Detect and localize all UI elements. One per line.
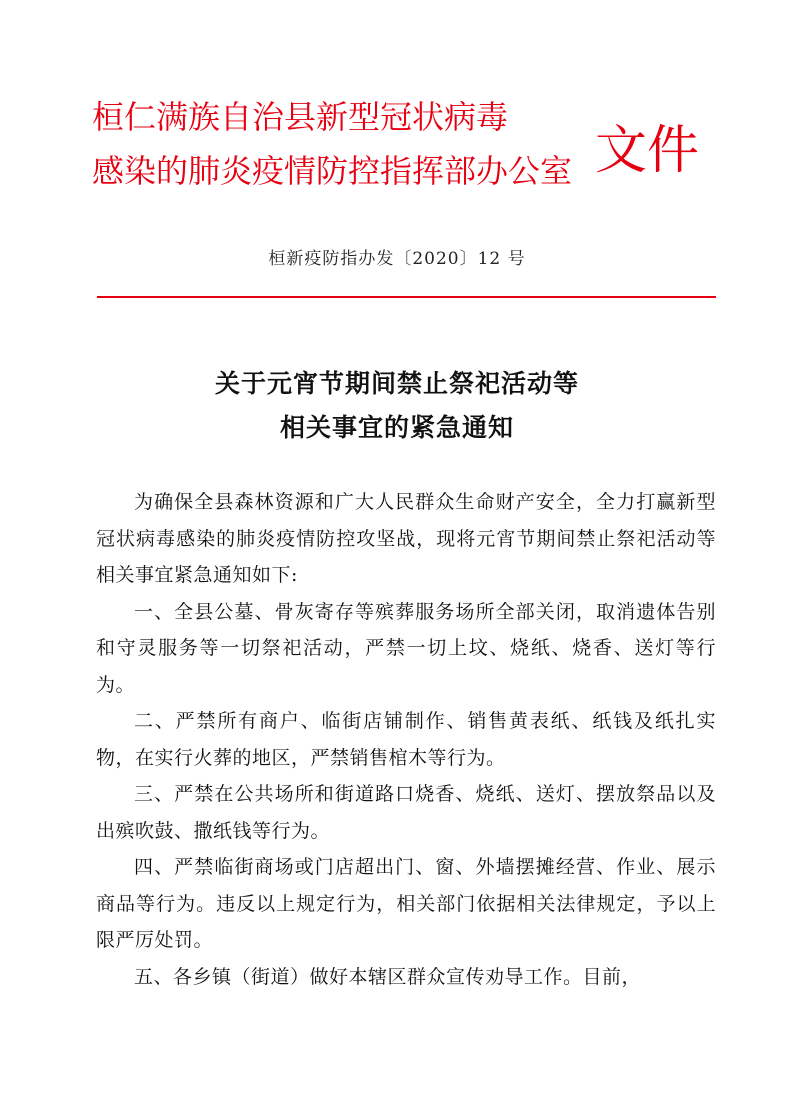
item-5-paragraph: 五、各乡镇（街道）做好本辖区群众宣传劝导工作。目前， bbox=[134, 965, 642, 988]
issuing-organization-line-1: 桓仁满族自治县新型冠状病毒 bbox=[92, 98, 509, 136]
document-number: 桓新疫防指办发〔2020〕12 号 bbox=[268, 249, 526, 269]
intro-paragraph: 为确保全县森林资源和广大人民群众生命财产安全，全力打赢新型冠状病毒感染的肺炎疫情防控攻坚战，现将元宵节期间禁止祭祀活动等相关事宜紧急通知如下: bbox=[96, 491, 716, 586]
red-separator-line bbox=[97, 296, 716, 298]
document-word: 文件 bbox=[595, 121, 700, 181]
item-3-paragraph: 三、严禁在公共场所和街道路口烧香、烧纸、送灯、摆放祭品以及出殡吹鼓、撒纸钱等行为。 bbox=[96, 783, 716, 842]
item-1-paragraph: 一、全县公墓、骨灰寄存等殡葬服务场所全部关闭，取消遗体告别和守灵服务等一切祭祀活动，严禁一切上坟、烧纸、烧香、送灯等行为。 bbox=[96, 600, 716, 696]
notice-title-line-1: 关于元宵节期间禁止祭祀活动等 bbox=[214, 369, 579, 398]
item-4-paragraph: 四、严禁临街商场或门店超出门、窗、外墙摆摊经营、作业、展示商品等行为。违反以上规定行为，相关部门依据相关法律规定，予以上限严厉处罚。 bbox=[96, 856, 716, 951]
notice-body bbox=[96, 484, 716, 995]
item-2-paragraph: 二、严禁所有商户、临街店铺制作、销售黄表纸、纸钱及纸扎实物，在实行火葬的地区，严禁销售棺木等行为。 bbox=[96, 710, 716, 769]
notice-title-line-2: 相关事宜的紧急通知 bbox=[279, 413, 514, 442]
issuing-organization-line-2: 感染的肺炎疫情防控指挥部办公室 bbox=[92, 152, 573, 190]
